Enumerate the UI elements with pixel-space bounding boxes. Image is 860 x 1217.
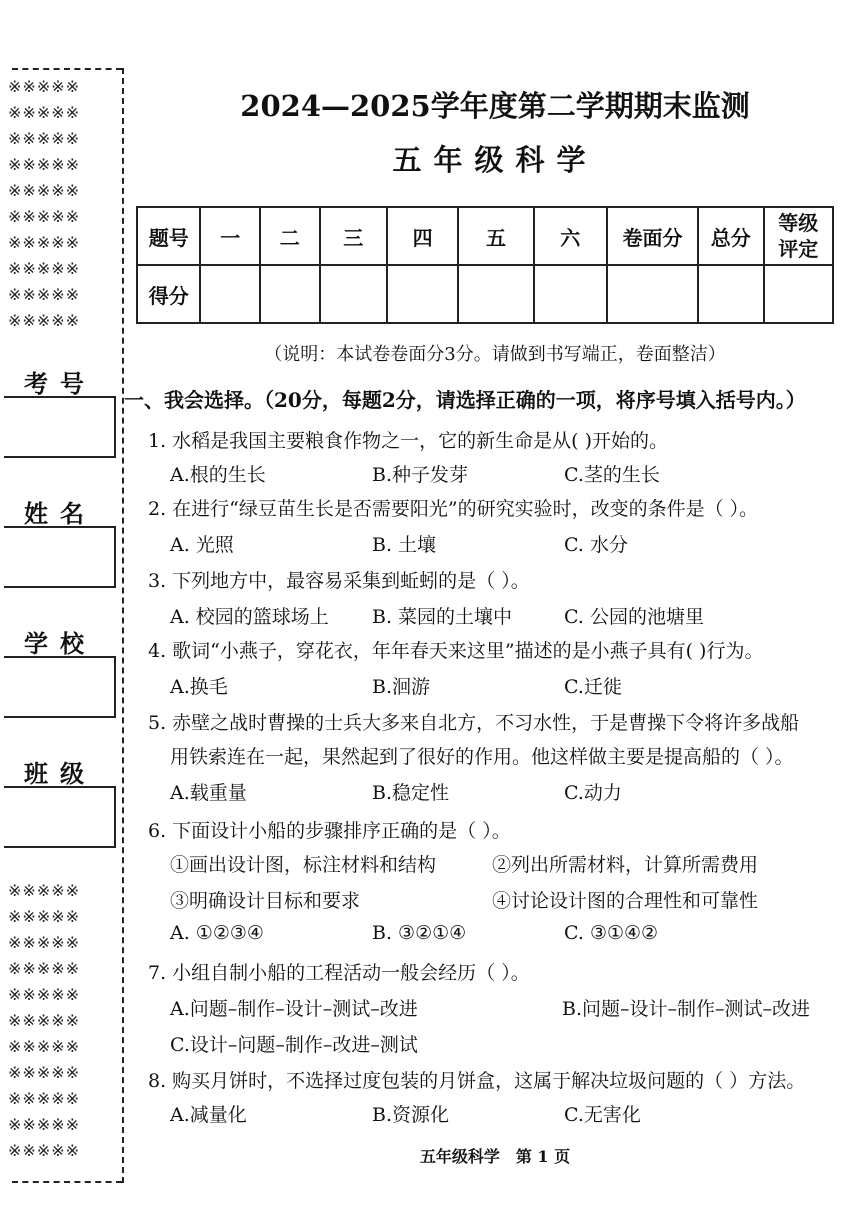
score-table (136, 206, 834, 324)
school-box[interactable] (4, 656, 116, 718)
question-2: 2. 在进行“绿豆苗生长是否需要阳光”的研究实验时，改变的条件是（ ）。 (148, 498, 759, 520)
decor-pattern-top: ※※※※※ ※※※※※ ※※※※※ ※※※※※ ※※※※※ ※※※※※ ※※※※※ ※※※※※ ※※※※※ ※※※※※ (8, 77, 81, 330)
class-box[interactable] (4, 786, 116, 848)
q6-option-a: A. ①②③④ (170, 922, 264, 944)
q6-option-b: B. ③②①④ (372, 922, 467, 944)
q3-option-c: C. 公园的池塘里 (564, 606, 704, 628)
q8-option-b: B.资源化 (372, 1104, 450, 1126)
score-header-cell: 题号 (137, 207, 200, 265)
score-header-cell: 二 (260, 207, 320, 265)
field-label-exam-number: 考号 (24, 369, 96, 398)
question-1: 1. 水稻是我国主要粮食作物之一，它的新生命是从( )开始的。 (148, 430, 669, 452)
question-6: 6. 下面设计小船的步骤排序正确的是（ ）。 (148, 820, 511, 842)
binding-strip (4, 68, 124, 1183)
q5-option-b: B.稳定性 (372, 782, 450, 804)
field-label-school: 学校 (24, 629, 96, 658)
q2-option-b: B. 土壤 (372, 534, 437, 556)
score-table-header-row (137, 207, 833, 265)
question-8: 8. 购买月饼时，不选择过度包装的月饼盒，这属于解决垃圾问题的（ ）方法。 (148, 1070, 806, 1092)
question-7: 7. 小组自制小船的工程活动一般会经历（ ）。 (148, 962, 530, 984)
bottom-dashed-rule (12, 1181, 122, 1183)
instructions-note: （说明：本试卷卷面分3分。请做到书写端正，卷面整洁） (264, 344, 726, 365)
question-5: 5. 赤壁之战时曹操的士兵大多来自北方，不习水性，于是曹操下令将许多战船 (148, 712, 800, 734)
score-cell[interactable] (607, 265, 698, 323)
q4-option-b: B.洄游 (372, 676, 431, 698)
q1-option-a: A.根的生长 (170, 464, 266, 486)
field-label-name: 姓名 (24, 499, 96, 528)
exam-title: 2024—2025学年度第二学期期末监测 (240, 89, 750, 123)
score-cell[interactable] (534, 265, 607, 323)
q3-option-b: B. 菜园的土壤中 (372, 606, 513, 628)
q7-option-a: A.问题–制作–设计–测试–改进 (170, 998, 418, 1020)
q6-step-1: ①画出设计图，标注材料和结构 (170, 854, 437, 876)
q6-step-3: ③明确设计目标和要求 (170, 890, 361, 912)
q8-option-c: C.无害化 (564, 1104, 641, 1126)
q4-option-c: C.迁徙 (564, 676, 622, 698)
exam-subtitle: 五年级科学 (392, 143, 598, 177)
score-header-cell: 四 (387, 207, 458, 265)
question-3: 3. 下列地方中，最容易采集到蚯蚓的是（ ）。 (148, 570, 530, 592)
score-cell[interactable] (260, 265, 320, 323)
q6-step-2: ②列出所需材料，计算所需费用 (492, 854, 759, 876)
q1-option-b: B.种子发芽 (372, 464, 469, 486)
score-header-cell: 五 (458, 207, 533, 265)
question-5-continued: 用铁索连在一起，果然起到了很好的作用。他这样做主要是提高船的（ ）。 (170, 746, 794, 768)
q2-option-a: A. 光照 (170, 534, 234, 556)
score-header-cell: 六 (534, 207, 607, 265)
score-header-cell: 卷面分 (607, 207, 698, 265)
top-dashed-rule (12, 68, 122, 70)
score-cell[interactable] (200, 265, 260, 323)
grade-label: 等级 评定 (778, 211, 819, 261)
q6-step-4: ④讨论设计图的合理性和可靠性 (492, 890, 759, 912)
score-table-score-row (137, 265, 833, 323)
q1-option-c: C.茎的生长 (564, 464, 660, 486)
decor-pattern-bottom: ※※※※※ ※※※※※ ※※※※※ ※※※※※ ※※※※※ ※※※※※ ※※※※※ ※※※※※ ※※※※※ ※※※※※ ※※※※※ (8, 881, 81, 1160)
q3-option-a: A. 校园的篮球场上 (170, 606, 329, 628)
q7-option-c: C.设计–问题–制作–改进–测试 (170, 1034, 418, 1056)
q2-option-c: C. 水分 (564, 534, 628, 556)
question-4: 4. 歌词“小燕子，穿花衣，年年春天来这里”描述的是小燕子具有( )行为。 (148, 640, 764, 662)
q6-option-c: C. ③①④② (564, 922, 659, 944)
q5-option-c: C.动力 (564, 782, 622, 804)
q5-option-a: A.载重量 (170, 782, 247, 804)
score-header-cell: 总分 (698, 207, 763, 265)
page-footer: 五年级科学 第 1 页 (419, 1147, 571, 1166)
score-header-cell: 一 (200, 207, 260, 265)
score-cell[interactable] (764, 265, 833, 323)
score-cell[interactable] (320, 265, 387, 323)
field-label-class: 班级 (24, 759, 96, 788)
score-cell[interactable] (458, 265, 533, 323)
score-cell[interactable] (698, 265, 763, 323)
score-row-label: 得分 (137, 265, 200, 323)
score-header-cell (764, 207, 833, 265)
score-header-cell: 三 (320, 207, 387, 265)
name-box[interactable] (4, 526, 116, 588)
q4-option-a: A.换毛 (170, 676, 228, 698)
score-cell[interactable] (387, 265, 458, 323)
q7-option-b: B.问题–设计–制作–测试–改进 (562, 998, 811, 1020)
section-heading: 一、我会选择。（20分，每题2分，请选择正确的一项，将序号填入括号内。） (124, 388, 806, 412)
q8-option-a: A.减量化 (170, 1104, 247, 1126)
exam-number-box[interactable] (4, 396, 116, 458)
